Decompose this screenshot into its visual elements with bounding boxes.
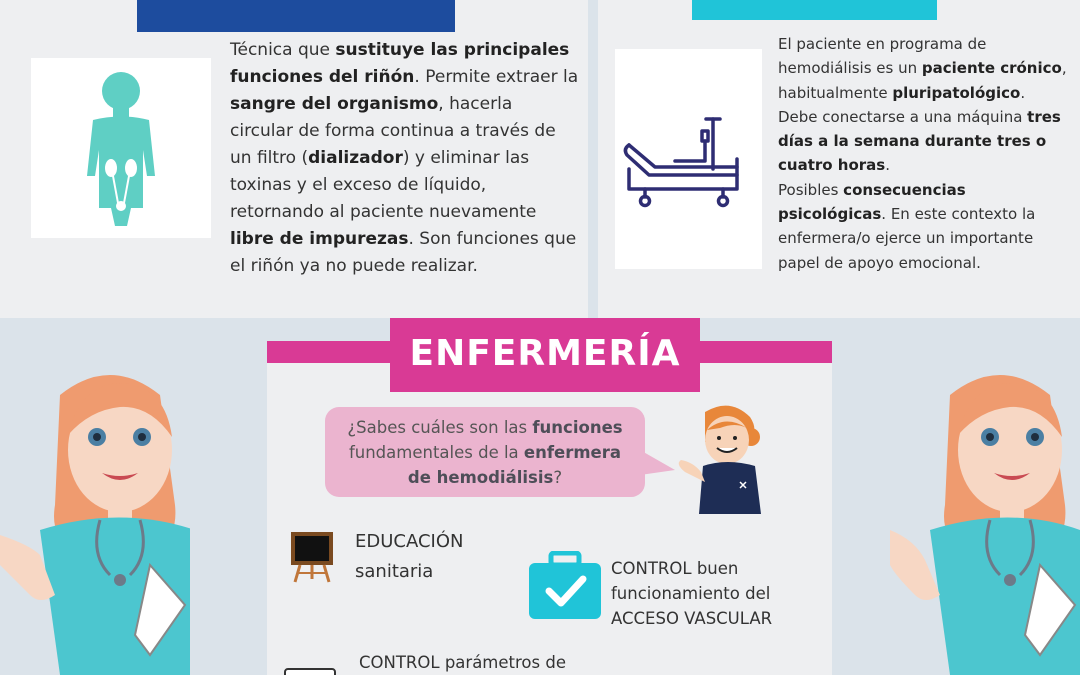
nurse-illustration-left (0, 355, 190, 675)
task-education-line1: EDUCACIÓN (355, 531, 464, 552)
briefcase-check-icon (529, 551, 601, 619)
nursing-title: ENFERMERÍA (390, 318, 700, 392)
nurse-illustration-right (890, 355, 1080, 675)
question-bubble: ¿Sabes cuáles son las funciones fundamentales de la enfermera de hemodiálisis? (325, 407, 645, 497)
hemodialysis-description: Técnica que sustituye las principales funciones del riñón. Permite extraer la sangre del organismo, hacerla circular de forma continua a través de un filtro (dializador) y eliminar las toxinas y el exceso de líquido, retornando al paciente nuevamente libre de impurezas. Son funciones que el riñón ya no puede realizar. (230, 40, 579, 276)
task-vascular-access (611, 556, 831, 631)
hospital-bed-image (615, 49, 762, 269)
task-education (355, 527, 525, 587)
task-parameters-line1: CONTROL parámetros de (359, 653, 566, 672)
task-vascular-line2: funcionamiento del (611, 584, 771, 603)
document-icon (284, 668, 336, 675)
kidney-figure-image (31, 58, 211, 238)
kidney-body-icon (31, 58, 211, 238)
small-nurse-illustration (675, 402, 770, 514)
blackboard-icon (290, 531, 334, 583)
task-education-line2: sanitaria (355, 561, 434, 582)
task-vascular-line1: CONTROL buen (611, 559, 739, 578)
patient-description: El paciente en programa de hemodiálisis es un paciente crónico, habitualmente pluripatológico. Debe conectarse a una máquina tres días a la semana durante tres o cuatro horas. Posibles consecuencias psicológicas. En este contexto la enfermera/o ejerce un importante papel de apoyo emocional. (778, 35, 1067, 272)
task-parameters (359, 650, 619, 675)
bubble-tail (640, 445, 680, 485)
task-vascular-line3: ACCESO VASCULAR (611, 609, 773, 628)
hospital-bed-icon (615, 49, 762, 269)
